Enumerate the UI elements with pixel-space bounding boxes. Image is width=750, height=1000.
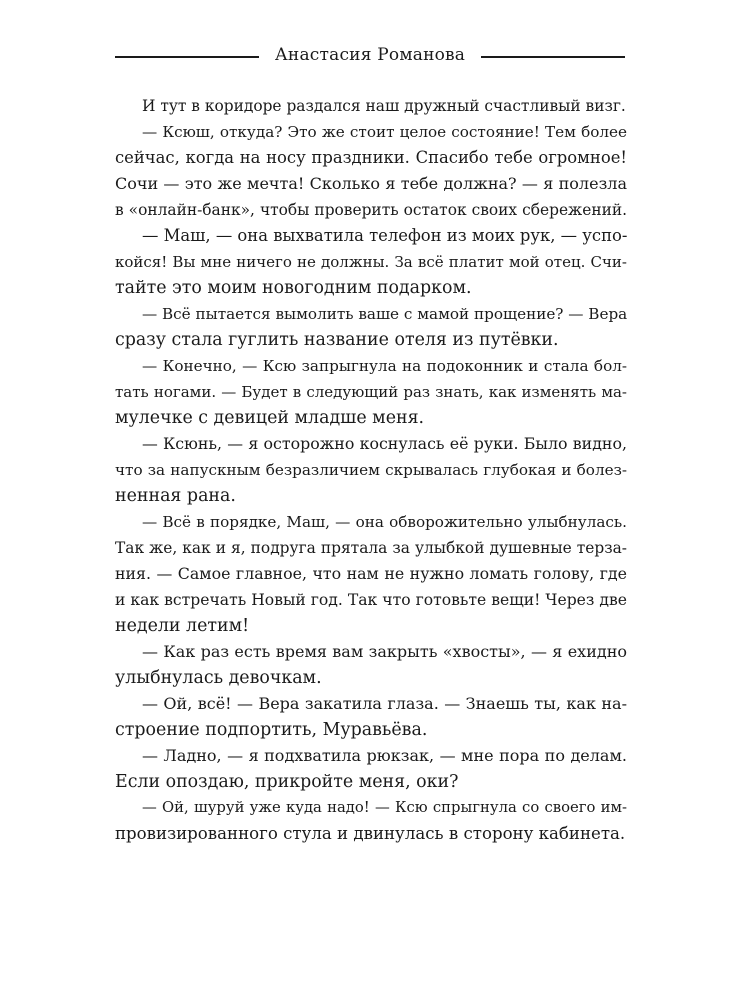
text-line: койся! Вы мне ничего не должны. За всё платит мой отец. Счи- [115,253,627,271]
text-line: недели летим! [115,616,250,636]
text-line: — Ой, всё! — Вера закатила глаза. — Знаешь ты, как на- [142,694,627,713]
text-line: сразу стала гуглить название отеля из путёвки. [115,330,559,350]
text-line: и как встречать Новый год. Так что готовьте вещи! Через две [115,591,627,609]
text-line: тать ногами. — Будет в следующий раз знать, как изменять ма- [115,383,627,401]
text-line: мулечке с девицей младше меня. [115,408,425,428]
text-line: И тут в коридоре раздался наш дружный счастливый визг. [142,97,626,115]
text-line: в «онлайн-банк», чтобы проверить остаток своих сбережений. [115,201,627,219]
text-line: — Ой, шуруй уже куда надо! — Ксю спрыгнула со своего им- [142,799,627,816]
text-line: Если опоздаю, прикройте меня, оки? [115,772,459,792]
text-line: — Ладно, — я подхватила рюкзак, — мне пора по делам. [142,746,627,765]
text-line: — Всё пытается вымолить ваше с мамой прощение? — Вера [142,305,627,323]
text-line: — Маш, — она выхватила телефон из моих рук, — успо- [142,226,627,245]
text-line: — Как раз есть время вам закрыть «хвосты», — я ехидно [142,642,627,661]
running-header [115,40,625,70]
running-title: Анастасия Романова [274,45,466,65]
page-body-text [115,93,627,847]
text-line: — Конечно, — Ксю запрыгнула на подоконник и стала бол- [142,357,627,375]
header-rule-right [481,56,625,58]
text-line: — Ксюш, откуда? Это же стоит целое состояние! Тем более [142,123,627,141]
text-line: улыбнулась девочкам. [115,668,322,688]
text-line: Сочи — это же мечта! Сколько я тебе должна? — я полезла [115,174,627,193]
text-line: тайте это моим новогодним подарком. [115,278,472,298]
text-line: провизированного стула и двинулась в сторону кабинета. [115,824,626,843]
text-line: строение подпортить, Муравьёва. [115,720,428,740]
text-line: ния. — Самое главное, что нам не нужно ломать голову, где [115,564,627,583]
header-rule-left [115,56,259,58]
text-line: — Всё в порядке, Маш, — она обворожительно улыбнулась. [142,513,627,531]
text-line: — Ксюнь, — я осторожно коснулась её руки. Было видно, [142,434,627,453]
text-line: что за напускным безразличием скрывалась глубокая и болез- [115,461,627,479]
text-line: Так же, как и я, подруга прятала за улыбкой душевные терза- [115,539,627,557]
text-line: ненная рана. [115,486,236,506]
text-line: сейчас, когда на носу праздники. Спасибо тебе огромное! [115,148,627,167]
